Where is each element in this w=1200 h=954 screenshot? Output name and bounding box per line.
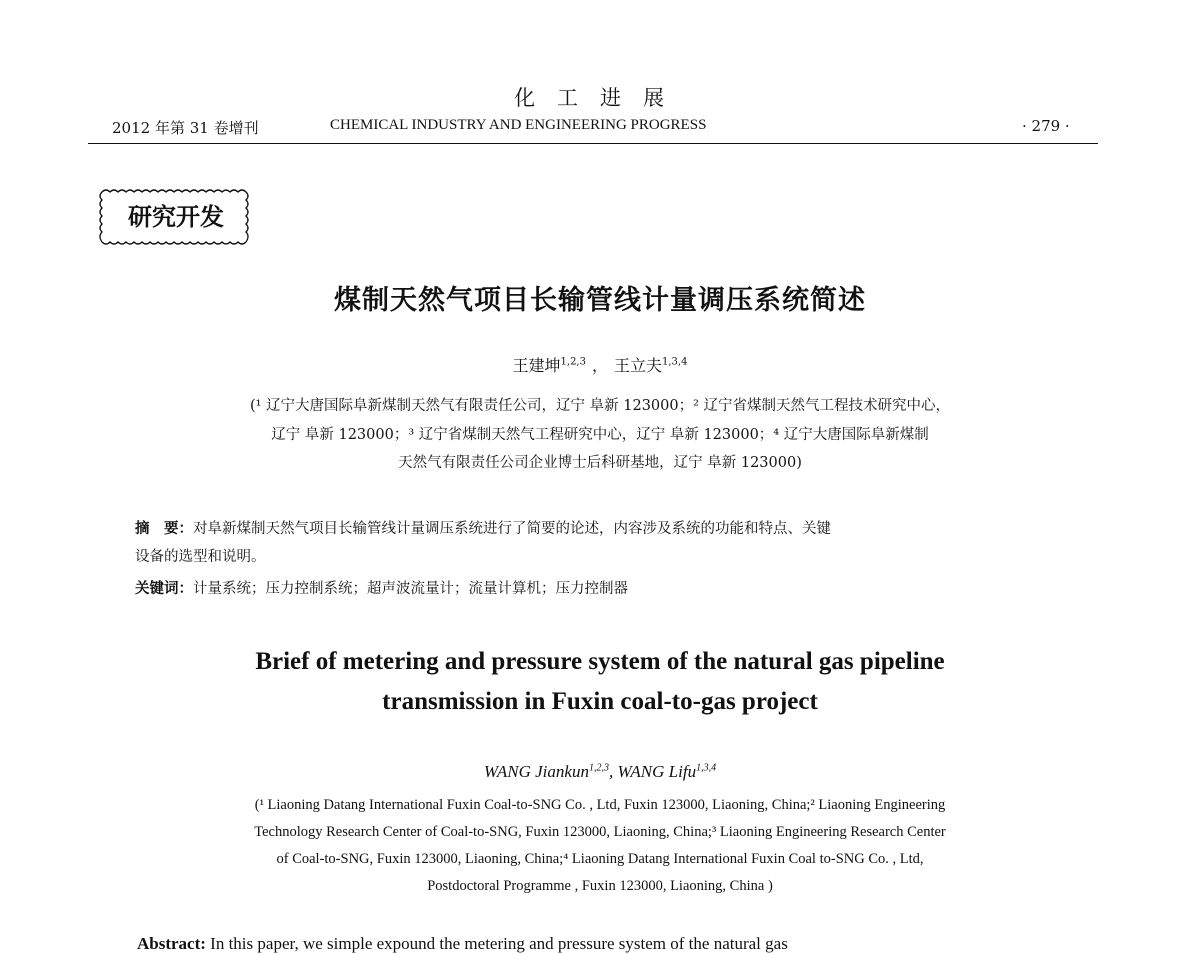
author-name: 王立夫	[614, 356, 663, 375]
author-separator: ，	[591, 356, 608, 375]
author-affiliation-marks: 1,2,3	[588, 762, 609, 774]
abstract-cn-label: 摘 要：	[135, 521, 193, 537]
journal-title-cn: 化工进展	[514, 86, 686, 110]
keywords-cn-text: 计量系统；压力控制系统；超声波流量计；流量计算机；压力控制器	[193, 581, 628, 597]
affiliation-cn-line: 天然气有限责任公司企业博士后科研基地，辽宁 阜新 123000)	[398, 455, 802, 471]
author-name-en: WANG Jiankun	[483, 762, 589, 781]
abstract-en-text: In this paper, we simple expound the metering and pressure system of the natural gas	[210, 934, 788, 953]
abstract-cn	[135, 515, 1065, 543]
author-name-en: WANG Lifu	[617, 762, 697, 781]
paper-title-en-line: transmission in Fuxin coal-to-gas project	[382, 688, 818, 715]
paper-title-en-line: Brief of metering and pressure system of the natural gas pipeline	[255, 648, 945, 675]
section-stamp	[96, 186, 256, 248]
header-rule	[88, 143, 1098, 144]
author-name: 王建坤	[512, 356, 561, 375]
affiliation-en-line: Technology Research Center of Coal-to-SNG, Fuxin 123000, Liaoning, China;³ Liaoning Engineering Research Center	[254, 824, 946, 840]
journal-title-en: CHEMICAL INDUSTRY AND ENGINEERING PROGRESS	[330, 117, 707, 133]
issue-info: 2012 年第 31 卷增刊	[112, 119, 259, 137]
keywords-cn-label: 关键词：	[135, 581, 193, 597]
page-number: · 279 ·	[1022, 117, 1070, 135]
affiliation-en-line: (¹ Liaoning Datang International Fuxin Coal-to-SNG Co. , Ltd, Fuxin 123000, Liaoning, China;² Liaoning Engineering	[254, 797, 946, 813]
affiliation-en-line: Postdoctoral Programme , Fuxin 123000, Liaoning, China )	[427, 878, 773, 894]
paper-title-cn: 煤制天然气项目长输管线计量调压系统简述	[334, 285, 866, 316]
authors-cn	[0, 353, 1200, 376]
abstract-en-label: Abstract:	[137, 934, 206, 953]
abstract-cn-text-line: 设备的选型和说明。	[135, 549, 266, 565]
authors-en	[0, 762, 1200, 782]
abstract-cn-text: 对阜新煤制天然气项目长输管线计量调压系统进行了简要的论述，内容涉及系统的功能和特点、关键	[193, 521, 831, 537]
author-affiliation-marks: 1,3,4	[662, 356, 688, 368]
affiliation-en-line: of Coal-to-SNG, Fuxin 123000, Liaoning, China;⁴ Liaoning Datang International Fuxin Coal to-SNG Co. , Ltd,	[276, 851, 924, 867]
affiliation-cn-line: 辽宁 阜新 123000；³ 辽宁省煤制天然气工程研究中心，辽宁 阜新 123000；⁴ 辽宁大唐国际阜新煤制	[271, 427, 929, 443]
author-affiliation-marks: 1,3,4	[696, 762, 717, 774]
abstract-en	[137, 934, 1077, 954]
author-affiliation-marks: 1,2,3	[560, 356, 586, 368]
keywords-cn	[135, 575, 1065, 603]
section-label: 研究开发	[128, 203, 224, 231]
author-separator: ,	[608, 762, 618, 781]
affiliation-cn-line: (¹ 辽宁大唐国际阜新煤制天然气有限责任公司，辽宁 阜新 123000；² 辽宁省煤制天然气工程技术研究中心，	[249, 398, 951, 414]
